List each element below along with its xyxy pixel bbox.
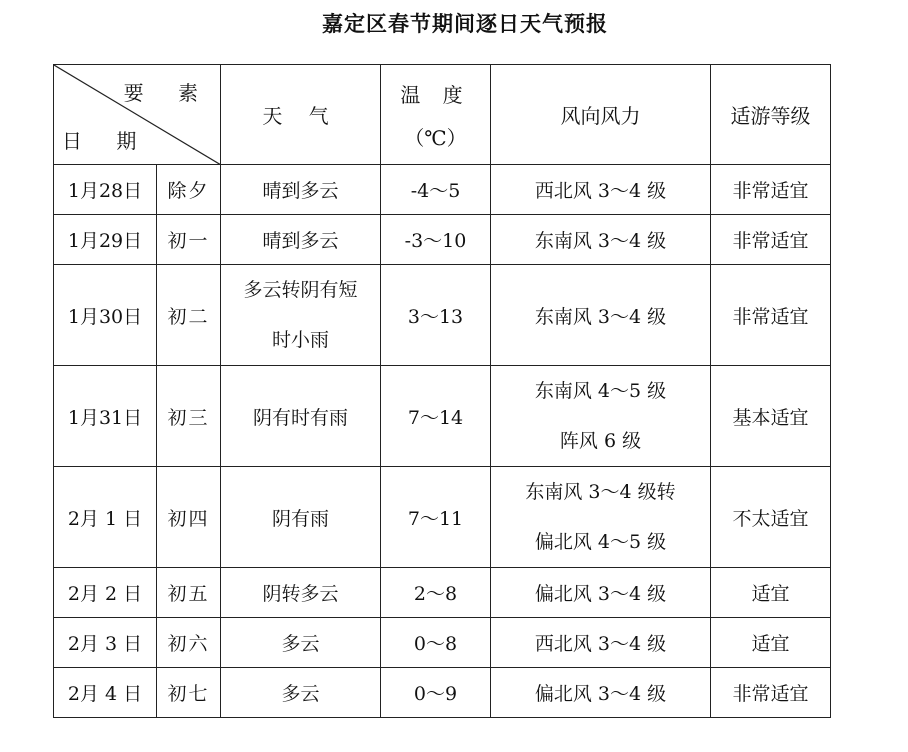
- wind-cell: 偏北风 3～4 级: [491, 668, 711, 718]
- header-date-label: 日 期: [62, 129, 151, 153]
- date-cell: 2月 1 日: [54, 467, 157, 568]
- temperature-cell: -3～10: [381, 215, 491, 265]
- date-cell: 1月29日: [54, 215, 157, 265]
- weather-forecast-table: [53, 64, 831, 718]
- header-temperature: 温 度: [400, 82, 471, 107]
- date-cell: 1月31日: [54, 366, 157, 467]
- festival-day-cell: 初一: [157, 215, 221, 265]
- suitability-cell: 适宜: [711, 618, 831, 668]
- wind-text-line2: 阵风 6 级: [559, 430, 642, 452]
- table-row: [54, 215, 831, 265]
- header-temperature-cell: [381, 65, 491, 165]
- table-row: [54, 568, 831, 618]
- wind-cell: [491, 467, 711, 568]
- wind-cell: 东南风 3～4 级: [491, 265, 711, 366]
- table-row: [54, 265, 831, 366]
- temperature-cell: 0～9: [381, 668, 491, 718]
- weather-cell: 阴转多云: [221, 568, 381, 618]
- suitability-cell: 适宜: [711, 568, 831, 618]
- document-title: 嘉定区春节期间逐日天气预报: [322, 12, 608, 36]
- temperature-cell: 2～8: [381, 568, 491, 618]
- weather-cell: 晴到多云: [221, 215, 381, 265]
- temperature-cell: 0～8: [381, 618, 491, 668]
- suitability-cell: 非常适宜: [711, 668, 831, 718]
- table-row: [54, 366, 831, 467]
- weather-cell: 晴到多云: [221, 165, 381, 215]
- temperature-cell: -4～5: [381, 165, 491, 215]
- festival-day-cell: 初六: [157, 618, 221, 668]
- weather-cell: 阴有时有雨: [221, 366, 381, 467]
- header-temperature-unit: （℃）: [404, 125, 467, 150]
- weather-cell: 多云: [221, 618, 381, 668]
- table-row: [54, 618, 831, 668]
- festival-day-cell: 初五: [157, 568, 221, 618]
- date-cell: 2月 4 日: [54, 668, 157, 718]
- wind-text-line1: 东南风 4～5 级: [534, 380, 667, 402]
- suitability-cell: 不太适宜: [711, 467, 831, 568]
- date-cell: 2月 2 日: [54, 568, 157, 618]
- date-cell: 1月30日: [54, 265, 157, 366]
- header-wind: 风向风力: [491, 65, 711, 165]
- temperature-cell: 7～11: [381, 467, 491, 568]
- festival-day-cell: 除夕: [157, 165, 221, 215]
- weather-cell: 多云: [221, 668, 381, 718]
- table-row: [54, 668, 831, 718]
- header-weather: 天 气: [221, 65, 381, 165]
- festival-day-cell: 初二: [157, 265, 221, 366]
- festival-day-cell: 初三: [157, 366, 221, 467]
- wind-cell: 东南风 3～4 级: [491, 215, 711, 265]
- diagonal-header-cell: [54, 65, 221, 165]
- suitability-cell: 非常适宜: [711, 215, 831, 265]
- weather-cell: [221, 265, 381, 366]
- suitability-cell: 非常适宜: [711, 165, 831, 215]
- wind-cell: 西北风 3～4 级: [491, 165, 711, 215]
- wind-cell: [491, 366, 711, 467]
- festival-day-cell: 初七: [157, 668, 221, 718]
- wind-text-line1: 东南风 3～4 级转: [525, 481, 676, 503]
- header-elements-label: 要 素: [123, 81, 212, 105]
- suitability-cell: 基本适宜: [711, 366, 831, 467]
- temperature-cell: 3～13: [381, 265, 491, 366]
- date-cell: 1月28日: [54, 165, 157, 215]
- table-row: [54, 165, 831, 215]
- weather-cell: 阴有雨: [221, 467, 381, 568]
- header-suitability: 适游等级: [711, 65, 831, 165]
- table-header-row: [54, 65, 831, 165]
- wind-cell: 西北风 3～4 级: [491, 618, 711, 668]
- wind-text-line2: 偏北风 4～5 级: [534, 531, 667, 553]
- temperature-cell: 7～14: [381, 366, 491, 467]
- date-cell: 2月 3 日: [54, 618, 157, 668]
- weather-text-line1: 多云转阴有短: [243, 279, 358, 301]
- weather-text-line2: 时小雨: [271, 329, 329, 351]
- festival-day-cell: 初四: [157, 467, 221, 568]
- wind-cell: 偏北风 3～4 级: [491, 568, 711, 618]
- suitability-cell: 非常适宜: [711, 265, 831, 366]
- table-row: [54, 467, 831, 568]
